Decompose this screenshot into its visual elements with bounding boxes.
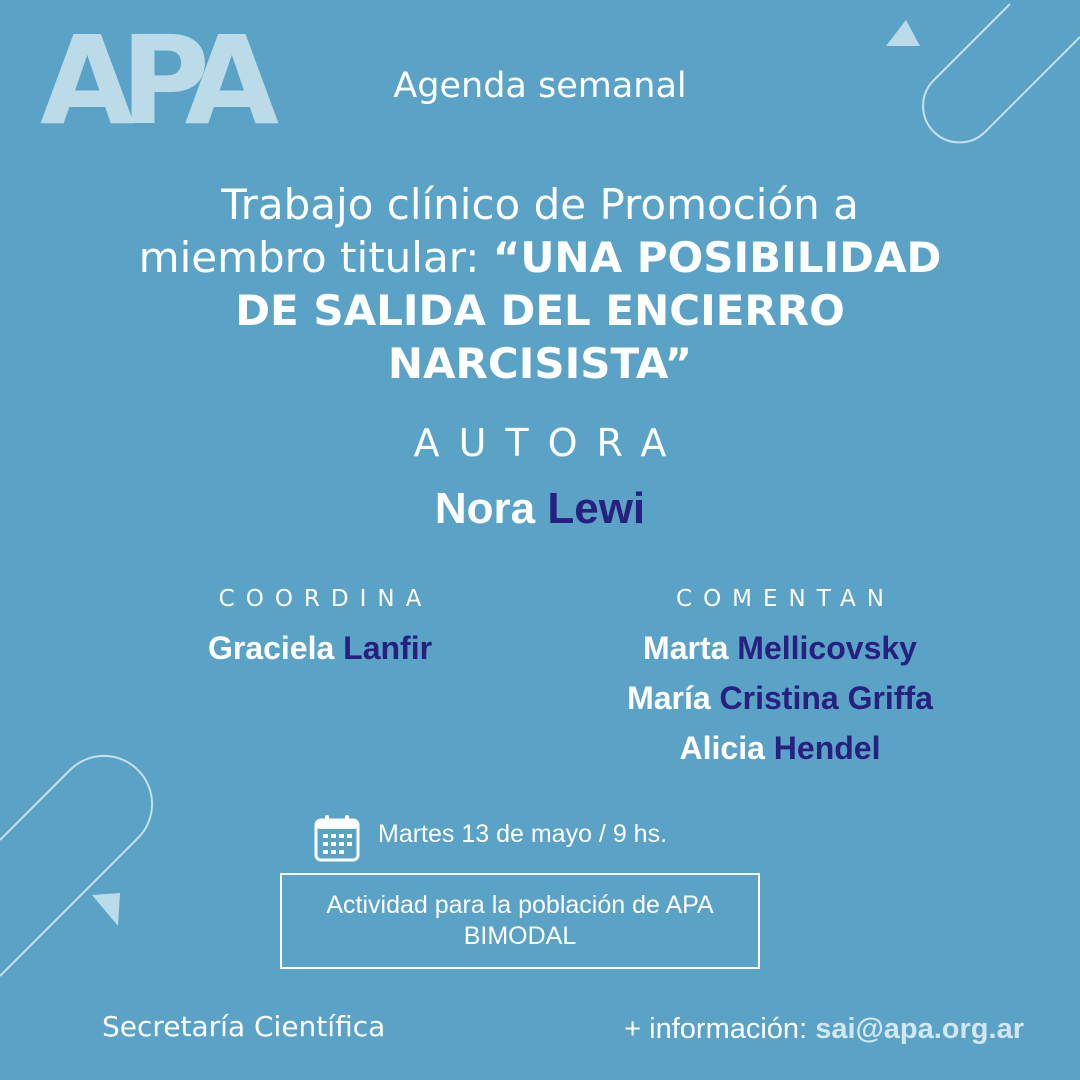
commentator-last-name: Mellicovsky [737, 630, 917, 666]
email-link[interactable]: sai@apa.org.ar [815, 1013, 1024, 1045]
capsule-decoration-bottom [0, 756, 152, 976]
autora-label: AUTORA [413, 421, 686, 465]
title-highlight-2: DE SALIDA DEL ENCIERRO [235, 286, 845, 335]
apa-logo: APA [40, 10, 266, 152]
coordina-section [170, 584, 470, 673]
commentator-last-name: Cristina Griffa [719, 680, 933, 716]
agenda-heading: Agenda semanal [393, 66, 687, 106]
commentator-name [580, 723, 980, 773]
event-title [90, 178, 990, 390]
activity-mode: BIMODAL [463, 922, 577, 950]
title-lead: Trabajo clínico de Promoción a [221, 180, 859, 229]
capsule-decoration-top [923, 4, 1080, 142]
commentator-name [580, 673, 980, 723]
title-highlight-1: “UNA POSIBILIDAD [492, 233, 942, 282]
coordinator-first-name: Graciela [207, 630, 335, 666]
commentator-name [580, 623, 980, 673]
event-date: Martes 13 de mayo / 9 hs. [378, 819, 668, 848]
title-lead-2: miembro titular: [138, 233, 493, 282]
activity-text: Actividad para la población de APA [326, 891, 714, 919]
coordina-label: COORDINA [218, 586, 433, 612]
title-highlight-3: NARCISISTA” [387, 339, 693, 388]
coordinator-name [170, 623, 470, 673]
triangle-decoration-top [886, 20, 920, 46]
comentan-label: COMENTAN [676, 586, 895, 612]
activity-box [280, 873, 760, 969]
info-label: + información: [624, 1013, 816, 1045]
secretaria-label: Secretaría Científica [102, 1010, 386, 1043]
autora-last-name: Lewi [547, 484, 646, 533]
commentator-last-name: Hendel [773, 730, 881, 766]
commentator-first-name: María [627, 680, 711, 716]
commentator-first-name: Marta [643, 630, 729, 666]
event-date-row [314, 814, 667, 862]
info-contact [624, 1010, 1024, 1048]
autora-first-name: Nora [434, 484, 536, 533]
triangle-decoration-bottom [92, 893, 120, 926]
comentan-section [580, 584, 980, 773]
autora-name [290, 482, 790, 536]
calendar-icon [314, 814, 360, 862]
commentator-first-name: Alicia [679, 730, 765, 766]
coordinator-last-name: Lanfir [343, 630, 433, 666]
